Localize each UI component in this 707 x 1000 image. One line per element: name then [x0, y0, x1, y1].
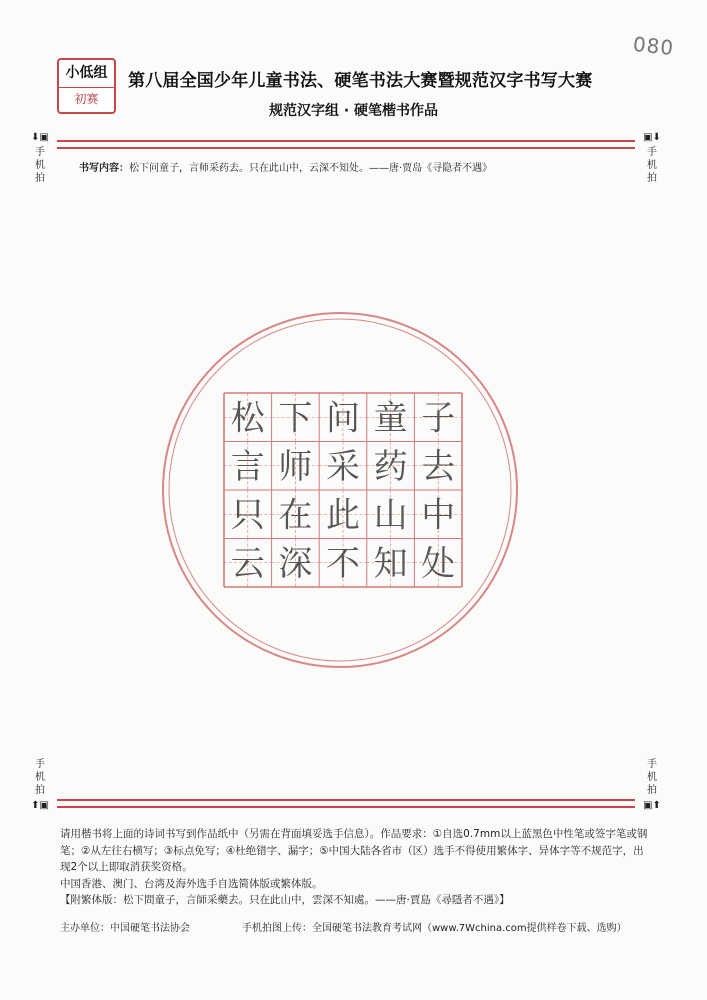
- handwritten-character: 松: [230, 398, 265, 439]
- handwritten-character: 采: [326, 446, 360, 487]
- content-label: 书写内容：: [79, 163, 129, 174]
- content-text: 松下问童子，言师采药去。只在此山中，云深不知处。——唐·贾岛《寻隐者不遇》: [129, 163, 493, 174]
- side-label: 手机拍: [35, 759, 45, 796]
- handwritten-character: 知: [373, 543, 408, 584]
- organizer: 主办单位：中国硬笔书法协会: [60, 923, 190, 934]
- side-label: 手机拍: [647, 759, 657, 796]
- handwritten-character: 子: [421, 398, 456, 439]
- requirements-line3: 【附繁体版：松下問童子，言師采藥去。只在此山中，雲深不知處。——唐·賈島《尋隱者不遇》】: [60, 894, 510, 906]
- camera-icon: ⬇▣: [31, 132, 49, 143]
- character-grid: [224, 393, 462, 587]
- handwritten-number: 080: [631, 31, 676, 61]
- handwritten-character: 问: [326, 398, 360, 439]
- page-title: 第八届全国少年儿童书法、硬笔书法大赛暨规范汉字书写大赛: [128, 71, 593, 91]
- handwritten-character: 山: [373, 495, 408, 536]
- handwritten-character: 言: [230, 446, 265, 487]
- handwritten-character: 中: [421, 495, 456, 536]
- handwritten-character: 去: [421, 446, 456, 487]
- handwritten-character: 不: [326, 543, 360, 584]
- badge-group: 小低组: [59, 60, 114, 88]
- camera-icon: ▣⬆: [643, 800, 661, 811]
- camera-icon: ▣⬇: [643, 132, 661, 143]
- handwritten-character: 药: [373, 446, 408, 487]
- handwritten-character: 此: [326, 495, 360, 536]
- handwritten-character: 师: [278, 446, 313, 487]
- side-label: 手机拍: [35, 147, 45, 184]
- handwritten-character: 深: [278, 543, 313, 584]
- camera-icon: ⬆▣: [31, 800, 49, 811]
- badge-round: 初赛: [74, 92, 99, 106]
- handwritten-character: 下: [278, 398, 313, 439]
- handwritten-character: 在: [278, 495, 313, 536]
- handwritten-character: 只: [230, 495, 265, 536]
- page-subtitle: 规范汉字组 · 硬笔楷书作品: [268, 103, 439, 119]
- requirements-line1: 请用楷书将上面的诗词书写到作品纸中（另需在背面填妥选手信息）。作品要求：①自选0.7mm以上蓝黑色中性笔或签字笔或钢笔；②从左往右横写；③标点免写；④杜绝错字、漏字；⑤中国大陆各省市（区）选手不得使用繁体字、异体字等不规范字，出现2个以上即取消获奖资格。: [60, 828, 648, 873]
- handwritten-character: 处: [421, 543, 456, 584]
- requirements-line2: 中国香港、澳门、台湾及海外选手自选简体版或繁体版。: [60, 877, 323, 890]
- upload-info: 手机拍图上传：全国硬笔书法教育考试网（www.7Wchina.com提供样卷下载、选购）: [242, 923, 627, 934]
- handwritten-character: 云: [230, 543, 265, 584]
- side-label: 手机拍: [647, 147, 657, 184]
- handwritten-character: 童: [373, 398, 408, 439]
- requirements: [60, 826, 650, 909]
